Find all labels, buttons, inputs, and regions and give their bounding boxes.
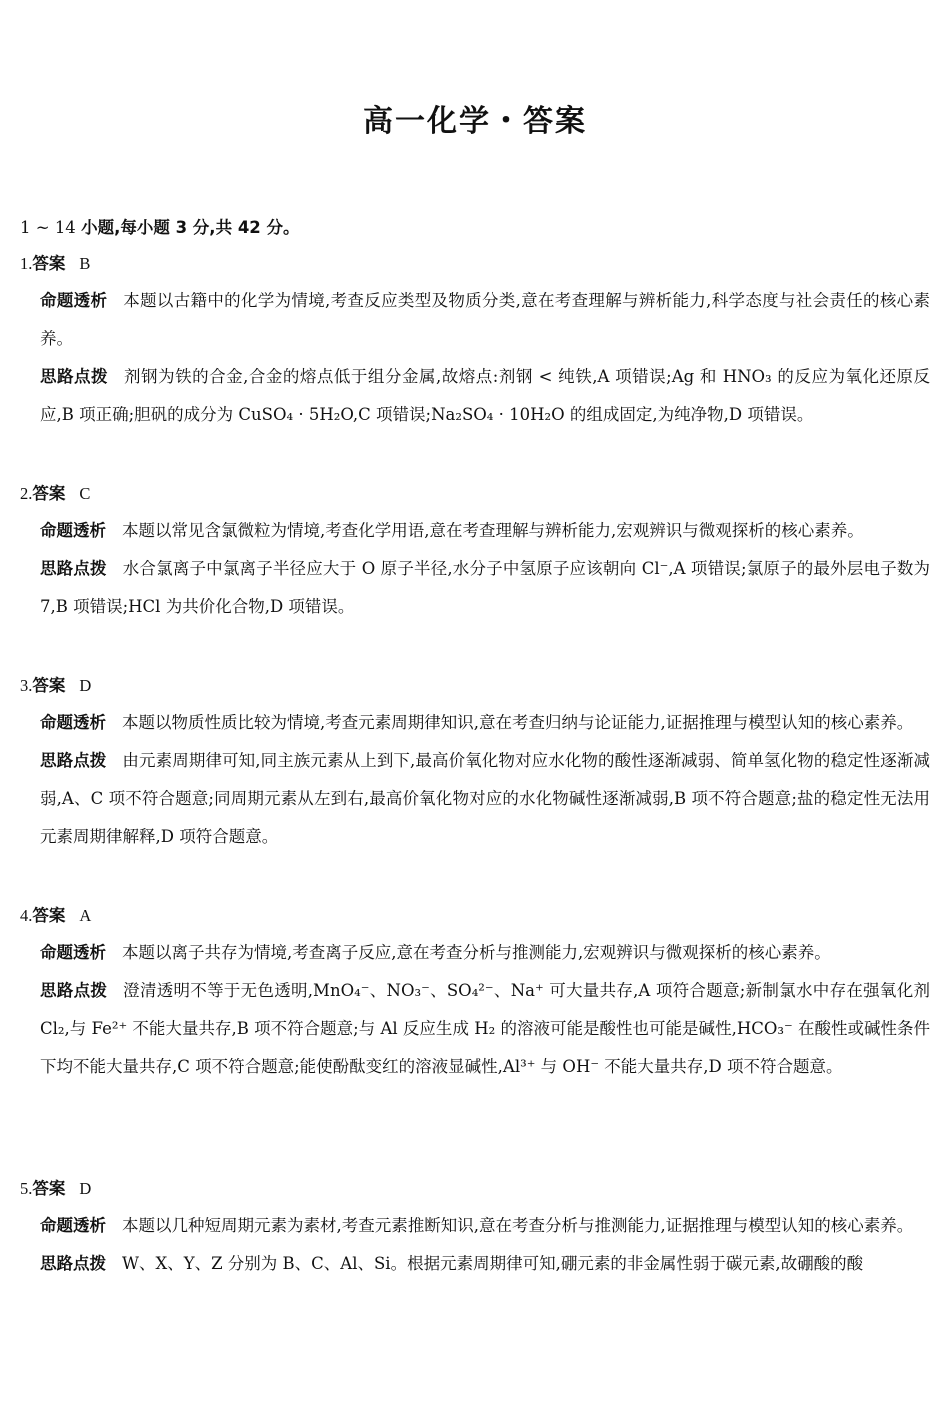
reasoning-paragraph bbox=[40, 550, 930, 626]
answer-value: D bbox=[79, 1179, 92, 1198]
answer-line bbox=[20, 904, 930, 928]
reasoning-paragraph bbox=[40, 742, 930, 856]
reasoning-paragraph bbox=[40, 1245, 930, 1283]
reasoning-label: 思路点拨 bbox=[40, 751, 107, 770]
intro-text: 小题,每小题 3 分,共 42 分。 bbox=[81, 218, 300, 237]
analysis-text: 本题以古籍中的化学为情境,考查反应类型及物质分类,意在考查理解与辨析能力,科学态度与社会责任的核心素养。 bbox=[40, 291, 930, 348]
analysis-text: 本题以常见含氯微粒为情境,考查化学用语,意在考查理解与辨析能力,宏观辨识与微观探析的核心素养。 bbox=[122, 521, 864, 540]
answer-line bbox=[20, 674, 930, 698]
answer-label: 答案 bbox=[32, 484, 66, 503]
reasoning-text: 澄清透明不等于无色透明,MnO₄⁻、NO₃⁻、SO₄²⁻、Na⁺ 可大量共存,A 项符合题意;新制氯水中存在强氧化剂 Cl₂,与 Fe²⁺ 不能大量共存,B 项不符合题意;与 Al 反应生成 H₂ 的溶液可能是酸性也可能是碱性,HCO₃⁻ 在酸性或碱性条件下均不能大量共存,C 项不符合题意;能使酚酞变红的溶液显碱性,Al³⁺ 与 OH⁻ 不能大量共存,D 项不符合题意。 bbox=[40, 981, 931, 1076]
question-2 bbox=[20, 482, 930, 626]
question-number: 3. bbox=[20, 676, 33, 695]
reasoning-text: 剂钢为铁的合金,合金的熔点低于组分金属,故熔点:剂钢 < 纯铁,A 项错误;Ag 和 HNO₃ 的反应为氧化还原反应,B 项正确;胆矾的成分为 CuSO₄ · 5H₂O,C 项错误;Na₂SO₄ · 10H₂O 的组成固定,为纯净物,D 项错误。 bbox=[40, 367, 931, 424]
reasoning-text: 由元素周期律可知,同主族元素从上到下,最高价氧化物对应水化物的酸性逐渐减弱、简单氢化物的稳定性逐渐减弱,A、C 项不符合题意;同周期元素从左到右,最高价氧化物对应的水化物碱性逐渐减弱,B 项不符合题意;盐的稳定性无法用元素周期律解释,D 项符合题意。 bbox=[40, 751, 930, 846]
reasoning-text: 水合氯离子中氯离子半径应大于 O 原子半径,水分子中氢原子应该朝向 Cl⁻,A 项错误;氯原子的最外层电子数为 7,B 项错误;HCl 为共价化合物,D 项错误。 bbox=[40, 559, 930, 616]
reasoning-label: 思路点拨 bbox=[40, 1254, 106, 1273]
analysis-paragraph bbox=[40, 1207, 930, 1245]
analysis-label: 命题透析 bbox=[40, 943, 106, 962]
reasoning-paragraph bbox=[40, 972, 930, 1086]
analysis-label: 命题透析 bbox=[40, 1216, 106, 1235]
intro-range: 1 ~ 14 bbox=[20, 218, 82, 237]
answer-line bbox=[20, 1177, 930, 1201]
analysis-label: 命题透析 bbox=[40, 521, 106, 540]
question-number: 2. bbox=[20, 484, 33, 503]
analysis-label: 命题透析 bbox=[40, 291, 108, 310]
analysis-paragraph bbox=[40, 282, 930, 358]
reasoning-label: 思路点拨 bbox=[40, 981, 108, 1000]
analysis-text: 本题以离子共存为情境,考查离子反应,意在考查分析与推测能力,宏观辨识与微观探析的核心素养。 bbox=[122, 943, 831, 962]
answer-label: 答案 bbox=[32, 676, 66, 695]
question-number: 4. bbox=[20, 906, 33, 925]
analysis-text: 本题以物质性质比较为情境,考查元素周期律知识,意在考查归纳与论证能力,证据推理与模型认知的核心素养。 bbox=[122, 713, 914, 732]
question-number: 5. bbox=[20, 1179, 33, 1198]
reasoning-paragraph bbox=[40, 358, 930, 434]
analysis-label: 命题透析 bbox=[40, 713, 106, 732]
question-1 bbox=[20, 252, 930, 434]
answer-value: D bbox=[79, 676, 92, 695]
section-intro bbox=[20, 214, 300, 238]
answer-label: 答案 bbox=[32, 254, 66, 273]
question-number: 1. bbox=[20, 254, 33, 273]
answer-line bbox=[20, 482, 930, 506]
analysis-text: 本题以几种短周期元素为素材,考查元素推断知识,意在考查分析与推测能力,证据推理与模型认知的核心素养。 bbox=[122, 1216, 914, 1235]
analysis-paragraph bbox=[40, 512, 930, 550]
page-title: 高一化学・答案 bbox=[363, 104, 587, 139]
answer-label: 答案 bbox=[32, 1179, 66, 1198]
question-4 bbox=[20, 904, 930, 1086]
answer-value: C bbox=[79, 484, 91, 503]
answer-line bbox=[20, 252, 930, 276]
reasoning-label: 思路点拨 bbox=[40, 367, 109, 386]
question-5 bbox=[20, 1177, 930, 1283]
analysis-paragraph bbox=[40, 704, 930, 742]
answer-value: A bbox=[79, 906, 92, 925]
answer-label: 答案 bbox=[32, 906, 66, 925]
analysis-paragraph bbox=[40, 934, 930, 972]
question-3 bbox=[20, 674, 930, 856]
answer-value: B bbox=[79, 254, 91, 273]
reasoning-label: 思路点拨 bbox=[40, 559, 107, 578]
reasoning-text: W、X、Y、Z 分别为 B、C、Al、Si。根据元素周期律可知,硼元素的非金属性弱于碳元素,故硼酸的酸 bbox=[122, 1254, 864, 1273]
